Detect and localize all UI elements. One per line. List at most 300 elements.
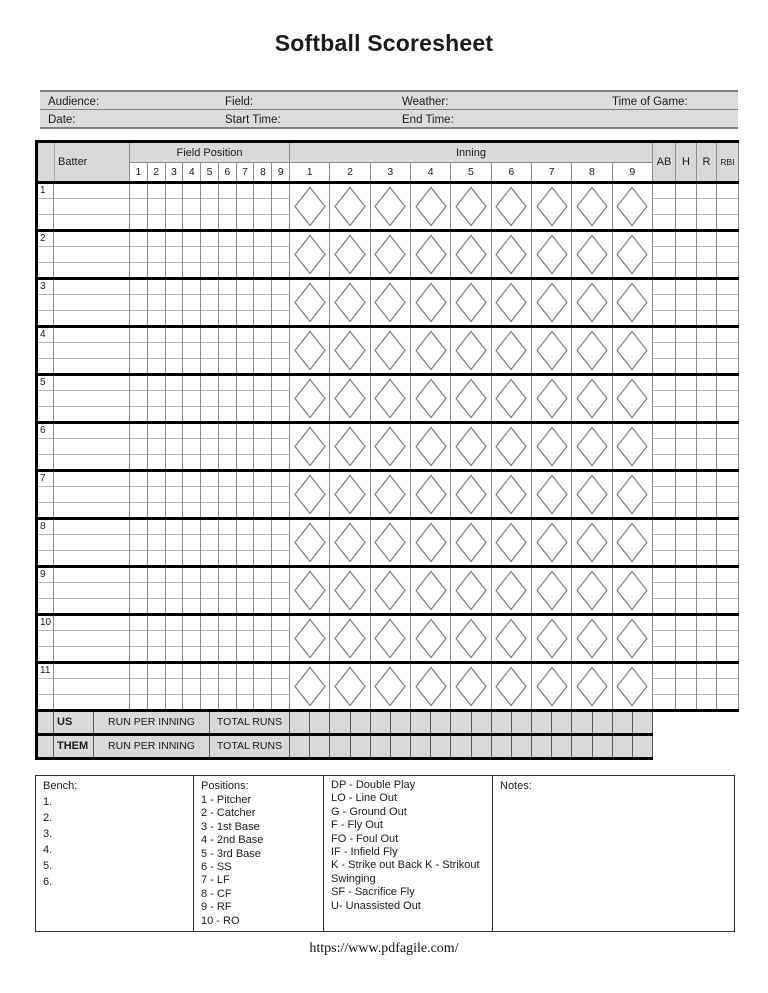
inning-scoring-cell[interactable] [451, 424, 491, 469]
field-position-cell[interactable] [254, 199, 271, 214]
stat-cell[interactable] [676, 439, 696, 454]
batter-name-line[interactable] [54, 455, 129, 469]
inning-scoring-cell[interactable] [532, 520, 572, 565]
stat-cell[interactable] [676, 472, 696, 487]
batter-name-line[interactable] [54, 679, 129, 694]
stat-cell[interactable] [697, 487, 716, 502]
field-position-cell[interactable] [130, 455, 147, 469]
stat-cell[interactable] [653, 535, 675, 550]
inning-scoring-cell[interactable] [492, 184, 532, 229]
stat-cell[interactable] [697, 424, 716, 439]
field-position-cell[interactable] [254, 679, 271, 694]
stat-cell[interactable] [653, 551, 675, 565]
field-position-cell[interactable] [201, 391, 218, 406]
stat-cell[interactable] [653, 311, 675, 325]
field-position-cell[interactable] [201, 631, 218, 646]
field-position-cell[interactable] [254, 247, 271, 262]
field-position-cell[interactable] [254, 535, 271, 550]
weather-field[interactable] [402, 92, 448, 109]
stat-cell[interactable] [717, 439, 738, 454]
stat-cell[interactable] [653, 487, 675, 502]
field-position-cell[interactable] [183, 424, 200, 439]
stat-cell[interactable] [717, 391, 738, 406]
field-position-cell[interactable] [254, 439, 271, 454]
stat-cell[interactable] [717, 520, 738, 535]
batter-name-line[interactable] [54, 439, 129, 454]
notes-section[interactable] [493, 776, 734, 931]
inning-scoring-cell[interactable] [371, 184, 411, 229]
batter-name-cell[interactable] [54, 232, 130, 277]
field-position-cell[interactable] [219, 311, 236, 325]
field-position-cell[interactable] [130, 647, 147, 661]
totals-inning-cell[interactable] [351, 736, 371, 757]
inning-scoring-cell[interactable] [532, 424, 572, 469]
field-position-cell[interactable] [254, 487, 271, 502]
inning-scoring-cell[interactable] [330, 472, 370, 517]
batter-name-line[interactable] [54, 503, 129, 517]
field-position-cell[interactable] [130, 215, 147, 229]
stat-cell[interactable] [717, 472, 738, 487]
totals-inning-cell[interactable] [371, 712, 391, 733]
stat-cell[interactable] [653, 631, 675, 646]
inning-scoring-cell[interactable] [492, 232, 532, 277]
inning-scoring-cell[interactable] [613, 184, 653, 229]
field-position-cell[interactable] [201, 568, 218, 583]
stat-cell[interactable] [697, 359, 716, 373]
inning-scoring-cell[interactable] [492, 376, 532, 421]
field-position-cell[interactable] [272, 503, 289, 517]
field-position-cell[interactable] [201, 424, 218, 439]
field-position-cell[interactable] [272, 247, 289, 262]
field-position-cell[interactable] [272, 568, 289, 583]
field-position-cell[interactable] [130, 520, 147, 535]
stat-cell[interactable] [653, 439, 675, 454]
stat-cell[interactable] [676, 232, 696, 247]
stat-cell[interactable] [717, 664, 738, 679]
inning-scoring-cell[interactable] [613, 280, 653, 325]
field-position-cell[interactable] [183, 695, 200, 709]
field-position-cell[interactable] [237, 487, 254, 502]
batter-name-line[interactable] [54, 647, 129, 661]
inning-scoring-cell[interactable] [371, 232, 411, 277]
field-position-cell[interactable] [272, 359, 289, 373]
field-field[interactable] [225, 92, 253, 109]
totals-inning-cell[interactable] [310, 712, 330, 733]
field-position-cell[interactable] [272, 647, 289, 661]
stat-cell[interactable] [717, 679, 738, 694]
batter-name-line[interactable] [54, 487, 129, 502]
batter-name-cell[interactable] [54, 616, 130, 661]
field-position-cell[interactable] [272, 599, 289, 613]
field-position-cell[interactable] [254, 263, 271, 277]
totals-inning-cell[interactable] [330, 712, 350, 733]
field-position-cell[interactable] [219, 215, 236, 229]
field-position-cell[interactable] [183, 551, 200, 565]
field-position-cell[interactable] [237, 520, 254, 535]
stat-cell[interactable] [717, 487, 738, 502]
field-position-cell[interactable] [148, 184, 165, 199]
field-position-cell[interactable] [130, 616, 147, 631]
stat-cell[interactable] [717, 215, 738, 229]
stat-cell[interactable] [717, 568, 738, 583]
totals-inning-cell[interactable] [512, 712, 532, 733]
batter-name-line[interactable] [54, 631, 129, 646]
date-field[interactable] [48, 110, 76, 127]
bench-line[interactable]: 6. [43, 876, 53, 888]
field-position-cell[interactable] [130, 487, 147, 502]
field-position-cell[interactable] [237, 568, 254, 583]
batter-name-line[interactable] [54, 263, 129, 277]
field-position-cell[interactable] [237, 503, 254, 517]
inning-scoring-cell[interactable] [613, 664, 653, 709]
field-position-cell[interactable] [219, 328, 236, 343]
inning-scoring-cell[interactable] [492, 328, 532, 373]
stat-cell[interactable] [697, 439, 716, 454]
field-position-cell[interactable] [219, 424, 236, 439]
inning-scoring-cell[interactable] [330, 616, 370, 661]
field-position-cell[interactable] [237, 647, 254, 661]
bench-line[interactable]: 3. [43, 828, 53, 840]
totals-inning-cell[interactable] [532, 736, 552, 757]
field-position-cell[interactable] [219, 535, 236, 550]
inning-scoring-cell[interactable] [451, 568, 491, 613]
field-position-cell[interactable] [130, 695, 147, 709]
inning-scoring-cell[interactable] [371, 664, 411, 709]
field-position-cell[interactable] [183, 647, 200, 661]
totals-inning-cell[interactable] [351, 712, 371, 733]
stat-cell[interactable] [653, 407, 675, 421]
field-position-cell[interactable] [148, 535, 165, 550]
field-position-cell[interactable] [272, 391, 289, 406]
field-position-cell[interactable] [237, 391, 254, 406]
start-time-field[interactable] [225, 110, 281, 127]
field-position-cell[interactable] [254, 695, 271, 709]
field-position-cell[interactable] [148, 599, 165, 613]
field-position-cell[interactable] [272, 631, 289, 646]
stat-cell[interactable] [653, 664, 675, 679]
field-position-cell[interactable] [166, 535, 183, 550]
field-position-cell[interactable] [183, 679, 200, 694]
field-position-cell[interactable] [148, 647, 165, 661]
inning-scoring-cell[interactable] [572, 664, 612, 709]
stat-cell[interactable] [697, 551, 716, 565]
inning-scoring-cell[interactable] [572, 424, 612, 469]
field-position-cell[interactable] [219, 472, 236, 487]
field-position-cell[interactable] [237, 328, 254, 343]
stat-cell[interactable] [697, 455, 716, 469]
totals-inning-cell[interactable] [512, 736, 532, 757]
stat-cell[interactable] [653, 568, 675, 583]
field-position-cell[interactable] [219, 679, 236, 694]
stat-cell[interactable] [697, 616, 716, 631]
stat-cell[interactable] [676, 424, 696, 439]
inning-scoring-cell[interactable] [451, 376, 491, 421]
field-position-cell[interactable] [237, 679, 254, 694]
stat-cell[interactable] [676, 695, 696, 709]
field-position-cell[interactable] [166, 664, 183, 679]
stat-cell[interactable] [697, 520, 716, 535]
field-position-cell[interactable] [201, 407, 218, 421]
stat-cell[interactable] [697, 184, 716, 199]
field-position-cell[interactable] [237, 455, 254, 469]
inning-scoring-cell[interactable] [492, 280, 532, 325]
inning-scoring-cell[interactable] [532, 232, 572, 277]
field-position-cell[interactable] [183, 280, 200, 295]
batter-name-line[interactable] [54, 280, 129, 295]
inning-scoring-cell[interactable] [411, 664, 451, 709]
field-position-cell[interactable] [130, 583, 147, 598]
batter-name-line[interactable] [54, 199, 129, 214]
field-position-cell[interactable] [148, 679, 165, 694]
inning-scoring-cell[interactable] [613, 568, 653, 613]
field-position-cell[interactable] [272, 535, 289, 550]
field-position-cell[interactable] [237, 424, 254, 439]
stat-cell[interactable] [717, 407, 738, 421]
field-position-cell[interactable] [166, 391, 183, 406]
inning-scoring-cell[interactable] [330, 232, 370, 277]
totals-inning-cell[interactable] [431, 712, 451, 733]
totals-inning-cell[interactable] [492, 712, 512, 733]
stat-cell[interactable] [697, 215, 716, 229]
field-position-cell[interactable] [183, 311, 200, 325]
inning-scoring-cell[interactable] [451, 232, 491, 277]
field-position-cell[interactable] [130, 280, 147, 295]
inning-scoring-cell[interactable] [613, 472, 653, 517]
inning-scoring-cell[interactable] [532, 568, 572, 613]
inning-scoring-cell[interactable] [532, 184, 572, 229]
field-position-cell[interactable] [166, 407, 183, 421]
inning-scoring-cell[interactable] [613, 616, 653, 661]
stat-cell[interactable] [717, 280, 738, 295]
inning-scoring-cell[interactable] [411, 376, 451, 421]
field-position-cell[interactable] [254, 391, 271, 406]
field-position-cell[interactable] [148, 455, 165, 469]
inning-scoring-cell[interactable] [371, 280, 411, 325]
inning-scoring-cell[interactable] [451, 616, 491, 661]
batter-name-line[interactable] [54, 215, 129, 229]
field-position-cell[interactable] [183, 391, 200, 406]
field-position-cell[interactable] [183, 520, 200, 535]
field-position-cell[interactable] [254, 215, 271, 229]
stat-cell[interactable] [717, 583, 738, 598]
field-position-cell[interactable] [272, 311, 289, 325]
field-position-cell[interactable] [237, 631, 254, 646]
field-position-cell[interactable] [183, 487, 200, 502]
field-position-cell[interactable] [201, 583, 218, 598]
field-position-cell[interactable] [219, 391, 236, 406]
field-position-cell[interactable] [237, 583, 254, 598]
stat-cell[interactable] [676, 599, 696, 613]
footer-url[interactable]: https://www.pdfagile.com/ [309, 941, 459, 956]
field-position-cell[interactable] [130, 359, 147, 373]
inning-scoring-cell[interactable] [290, 568, 330, 613]
audience-field[interactable] [48, 92, 99, 109]
field-position-cell[interactable] [130, 311, 147, 325]
inning-scoring-cell[interactable] [572, 568, 612, 613]
stat-cell[interactable] [676, 664, 696, 679]
totals-inning-cell[interactable] [472, 712, 492, 733]
batter-name-line[interactable] [54, 359, 129, 373]
inning-scoring-cell[interactable] [492, 568, 532, 613]
field-position-cell[interactable] [254, 328, 271, 343]
stat-cell[interactable] [653, 232, 675, 247]
inning-scoring-cell[interactable] [492, 664, 532, 709]
batter-name-cell[interactable] [54, 664, 130, 709]
stat-cell[interactable] [653, 679, 675, 694]
inning-scoring-cell[interactable] [411, 232, 451, 277]
field-position-cell[interactable] [237, 184, 254, 199]
inning-scoring-cell[interactable] [411, 472, 451, 517]
stat-cell[interactable] [676, 568, 696, 583]
inning-scoring-cell[interactable] [330, 520, 370, 565]
batter-name-line[interactable] [54, 184, 129, 199]
inning-scoring-cell[interactable] [613, 328, 653, 373]
stat-cell[interactable] [653, 583, 675, 598]
inning-scoring-cell[interactable] [532, 664, 572, 709]
field-position-cell[interactable] [219, 359, 236, 373]
field-position-cell[interactable] [148, 520, 165, 535]
field-position-cell[interactable] [148, 695, 165, 709]
batter-name-cell[interactable] [54, 328, 130, 373]
totals-inning-cell[interactable] [492, 736, 512, 757]
stat-cell[interactable] [653, 616, 675, 631]
field-position-cell[interactable] [166, 247, 183, 262]
time-of-game-field[interactable] [612, 92, 688, 109]
field-position-cell[interactable] [201, 376, 218, 391]
field-position-cell[interactable] [166, 359, 183, 373]
field-position-cell[interactable] [237, 616, 254, 631]
field-position-cell[interactable] [272, 439, 289, 454]
field-position-cell[interactable] [148, 487, 165, 502]
inning-scoring-cell[interactable] [492, 616, 532, 661]
stat-cell[interactable] [653, 503, 675, 517]
totals-inning-cell[interactable] [411, 712, 431, 733]
stat-cell[interactable] [676, 535, 696, 550]
field-position-cell[interactable] [237, 343, 254, 358]
stat-cell[interactable] [697, 695, 716, 709]
field-position-cell[interactable] [166, 376, 183, 391]
field-position-cell[interactable] [201, 439, 218, 454]
field-position-cell[interactable] [130, 295, 147, 310]
field-position-cell[interactable] [130, 199, 147, 214]
stat-cell[interactable] [676, 280, 696, 295]
field-position-cell[interactable] [201, 520, 218, 535]
batter-name-line[interactable] [54, 599, 129, 613]
field-position-cell[interactable] [166, 599, 183, 613]
field-position-cell[interactable] [254, 311, 271, 325]
inning-scoring-cell[interactable] [330, 568, 370, 613]
stat-cell[interactable] [653, 520, 675, 535]
stat-cell[interactable] [697, 647, 716, 661]
field-position-cell[interactable] [183, 503, 200, 517]
field-position-cell[interactable] [237, 535, 254, 550]
field-position-cell[interactable] [166, 295, 183, 310]
stat-cell[interactable] [653, 647, 675, 661]
field-position-cell[interactable] [219, 568, 236, 583]
inning-scoring-cell[interactable] [613, 520, 653, 565]
inning-scoring-cell[interactable] [290, 232, 330, 277]
stat-cell[interactable] [676, 391, 696, 406]
field-position-cell[interactable] [219, 664, 236, 679]
field-position-cell[interactable] [166, 343, 183, 358]
stat-cell[interactable] [697, 343, 716, 358]
inning-scoring-cell[interactable] [330, 376, 370, 421]
field-position-cell[interactable] [166, 520, 183, 535]
stat-cell[interactable] [717, 551, 738, 565]
field-position-cell[interactable] [272, 376, 289, 391]
field-position-cell[interactable] [148, 376, 165, 391]
field-position-cell[interactable] [201, 343, 218, 358]
stat-cell[interactable] [717, 647, 738, 661]
field-position-cell[interactable] [272, 407, 289, 421]
batter-name-line[interactable] [54, 376, 129, 391]
inning-scoring-cell[interactable] [492, 520, 532, 565]
stat-cell[interactable] [717, 263, 738, 277]
inning-scoring-cell[interactable] [290, 376, 330, 421]
field-position-cell[interactable] [201, 295, 218, 310]
stat-cell[interactable] [653, 599, 675, 613]
inning-scoring-cell[interactable] [572, 376, 612, 421]
field-position-cell[interactable] [183, 583, 200, 598]
field-position-cell[interactable] [254, 551, 271, 565]
field-position-cell[interactable] [219, 232, 236, 247]
field-position-cell[interactable] [148, 439, 165, 454]
field-position-cell[interactable] [201, 232, 218, 247]
inning-scoring-cell[interactable] [613, 424, 653, 469]
field-position-cell[interactable] [237, 472, 254, 487]
field-position-cell[interactable] [183, 472, 200, 487]
field-position-cell[interactable] [201, 311, 218, 325]
stat-cell[interactable] [653, 247, 675, 262]
batter-name-cell[interactable] [54, 424, 130, 469]
field-position-cell[interactable] [272, 455, 289, 469]
field-position-cell[interactable] [272, 263, 289, 277]
field-position-cell[interactable] [272, 215, 289, 229]
field-position-cell[interactable] [272, 295, 289, 310]
stat-cell[interactable] [676, 311, 696, 325]
field-position-cell[interactable] [148, 263, 165, 277]
stat-cell[interactable] [676, 215, 696, 229]
inning-scoring-cell[interactable] [290, 664, 330, 709]
field-position-cell[interactable] [130, 424, 147, 439]
field-position-cell[interactable] [201, 359, 218, 373]
field-position-cell[interactable] [130, 568, 147, 583]
batter-name-cell[interactable] [54, 376, 130, 421]
stat-cell[interactable] [697, 247, 716, 262]
field-position-cell[interactable] [237, 247, 254, 262]
field-position-cell[interactable] [183, 664, 200, 679]
batter-name-cell[interactable] [54, 280, 130, 325]
inning-scoring-cell[interactable] [451, 184, 491, 229]
field-position-cell[interactable] [148, 280, 165, 295]
inning-scoring-cell[interactable] [330, 328, 370, 373]
inning-scoring-cell[interactable] [290, 424, 330, 469]
field-position-cell[interactable] [219, 647, 236, 661]
stat-cell[interactable] [697, 583, 716, 598]
field-position-cell[interactable] [183, 407, 200, 421]
stat-cell[interactable] [653, 199, 675, 214]
field-position-cell[interactable] [254, 503, 271, 517]
inning-scoring-cell[interactable] [371, 424, 411, 469]
field-position-cell[interactable] [219, 503, 236, 517]
stat-cell[interactable] [653, 424, 675, 439]
bench-line[interactable]: 4. [43, 844, 53, 856]
field-position-cell[interactable] [254, 616, 271, 631]
field-position-cell[interactable] [166, 472, 183, 487]
field-position-cell[interactable] [272, 616, 289, 631]
field-position-cell[interactable] [254, 407, 271, 421]
inning-scoring-cell[interactable] [330, 184, 370, 229]
